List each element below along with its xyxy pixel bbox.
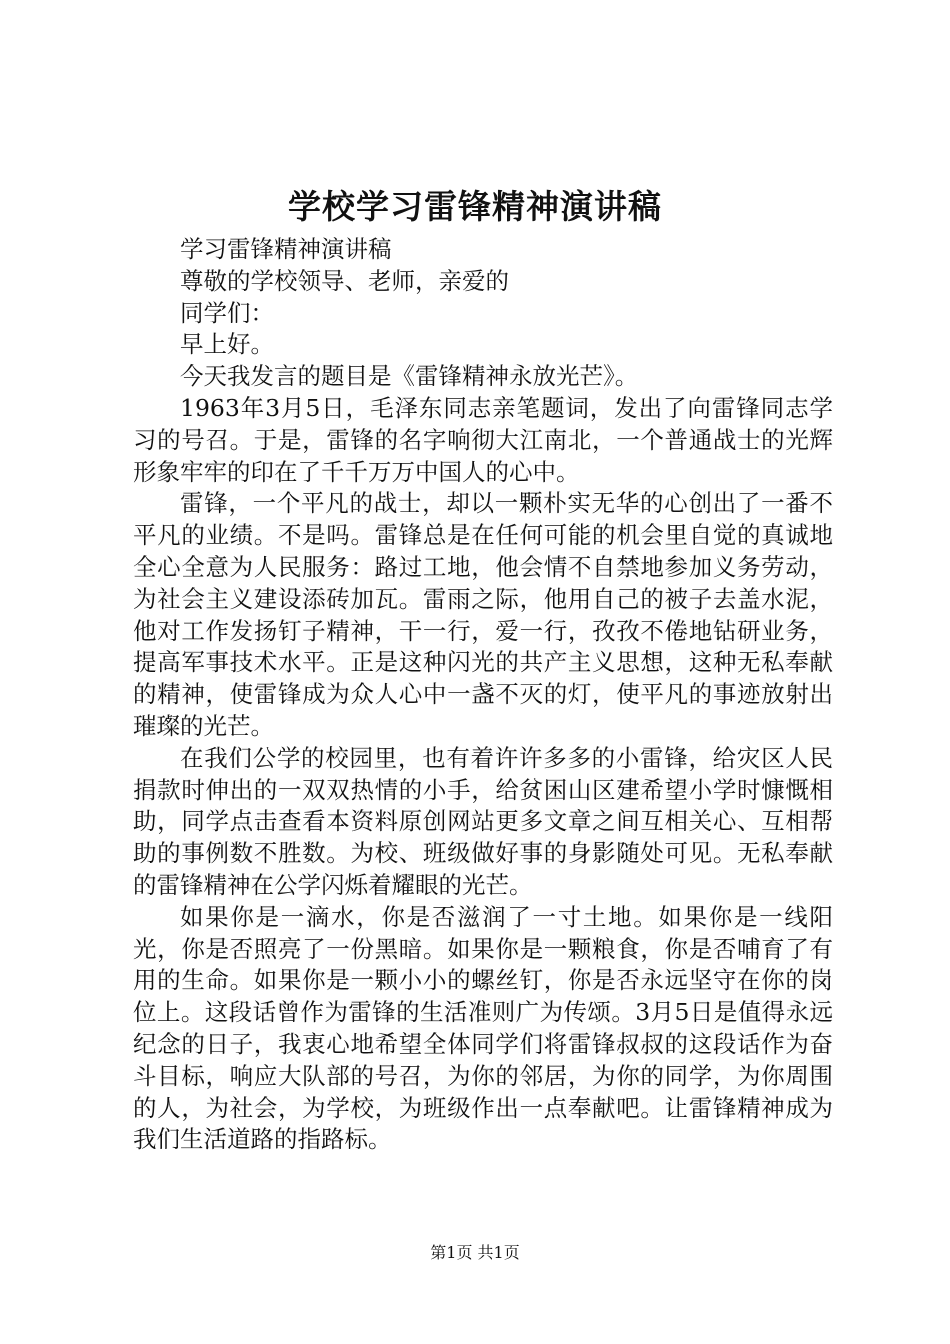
paragraph-heading: 学习雷锋精神演讲稿 (180, 235, 392, 263)
paragraph-greeting-line2: 同学们： (180, 298, 274, 327)
paragraph-topic: 今天我发言的题目是《雷锋精神永放光芒》。 (180, 362, 639, 391)
paragraph-closing: 如果你是一滴水，你是否滋润了一寸土地。如果你是一线阳光，你是否照亮了一份黑暗。如果你是一颗粮食，你是否哺育了有用的生命。如果你是一颗小小的螺丝钉，你是否永远坚守在你的岗位上。这段话曾作为雷锋的生活准则广为传颂。3月5日是值得永远纪念的日子，我衷心地希望全体同学们将雷锋叔叔的这段话作为奋斗目标，响应大队部的号召，为你的邻居，为你的同学，为你周围的人，为社会，为学校，为班级作出一点奉献吧。让雷锋精神成为我们生活道路的指路标。 (133, 902, 833, 1154)
document-title: 学校学习雷锋精神演讲稿 (288, 187, 662, 226)
paragraph-history: 1963年3月5日，毛泽东同志亲笔题词，发出了向雷锋同志学习的号召。于是，雷锋的名字响彻大江南北，一个普通战士的光辉形象牢牢的印在了千千万万中国人的心中。 (133, 393, 833, 486)
paragraph-school-examples: 在我们公学的校园里，也有着许许多多的小雷锋，给灾区人民捐款时伸出的一双双热情的小手，给贫困山区建希望小学时慷慨相助，同学点击查看本资料原创网站更多文章之间互相关心、互相帮助的事例数不胜数。为校、班级做好事的身影随处可见。无私奉献的雷锋精神在公学闪烁着耀眼的光芒。 (133, 743, 833, 899)
page-number-footer: 第1页 共1页 (430, 1243, 520, 1262)
paragraph-good-morning: 早上好。 (180, 330, 274, 359)
paragraph-greeting-line1: 尊敬的学校领导、老师，亲爱的 (180, 266, 509, 295)
paragraph-lei-feng-deeds: 雷锋，一个平凡的战士，却以一颗朴实无华的心创出了一番不平凡的业绩。不是吗。雷锋总是在任何可能的机会里自觉的真诚地全心全意为人民服务：路过工地，他会情不自禁地参加义务劳动，为社会主义建设添砖加瓦。雷雨之际，他用自己的被子去盖水泥，他对工作发扬钉子精神，干一行，爱一行，孜孜不倦地钻研业务，提高军事技术水平。正是这种闪光的共产主义思想，这种无私奉献的精神，使雷锋成为众人心中一盏不灭的灯，使平凡的事迹放射出璀璨的光芒。 (133, 489, 833, 740)
document-body (133, 234, 833, 1156)
